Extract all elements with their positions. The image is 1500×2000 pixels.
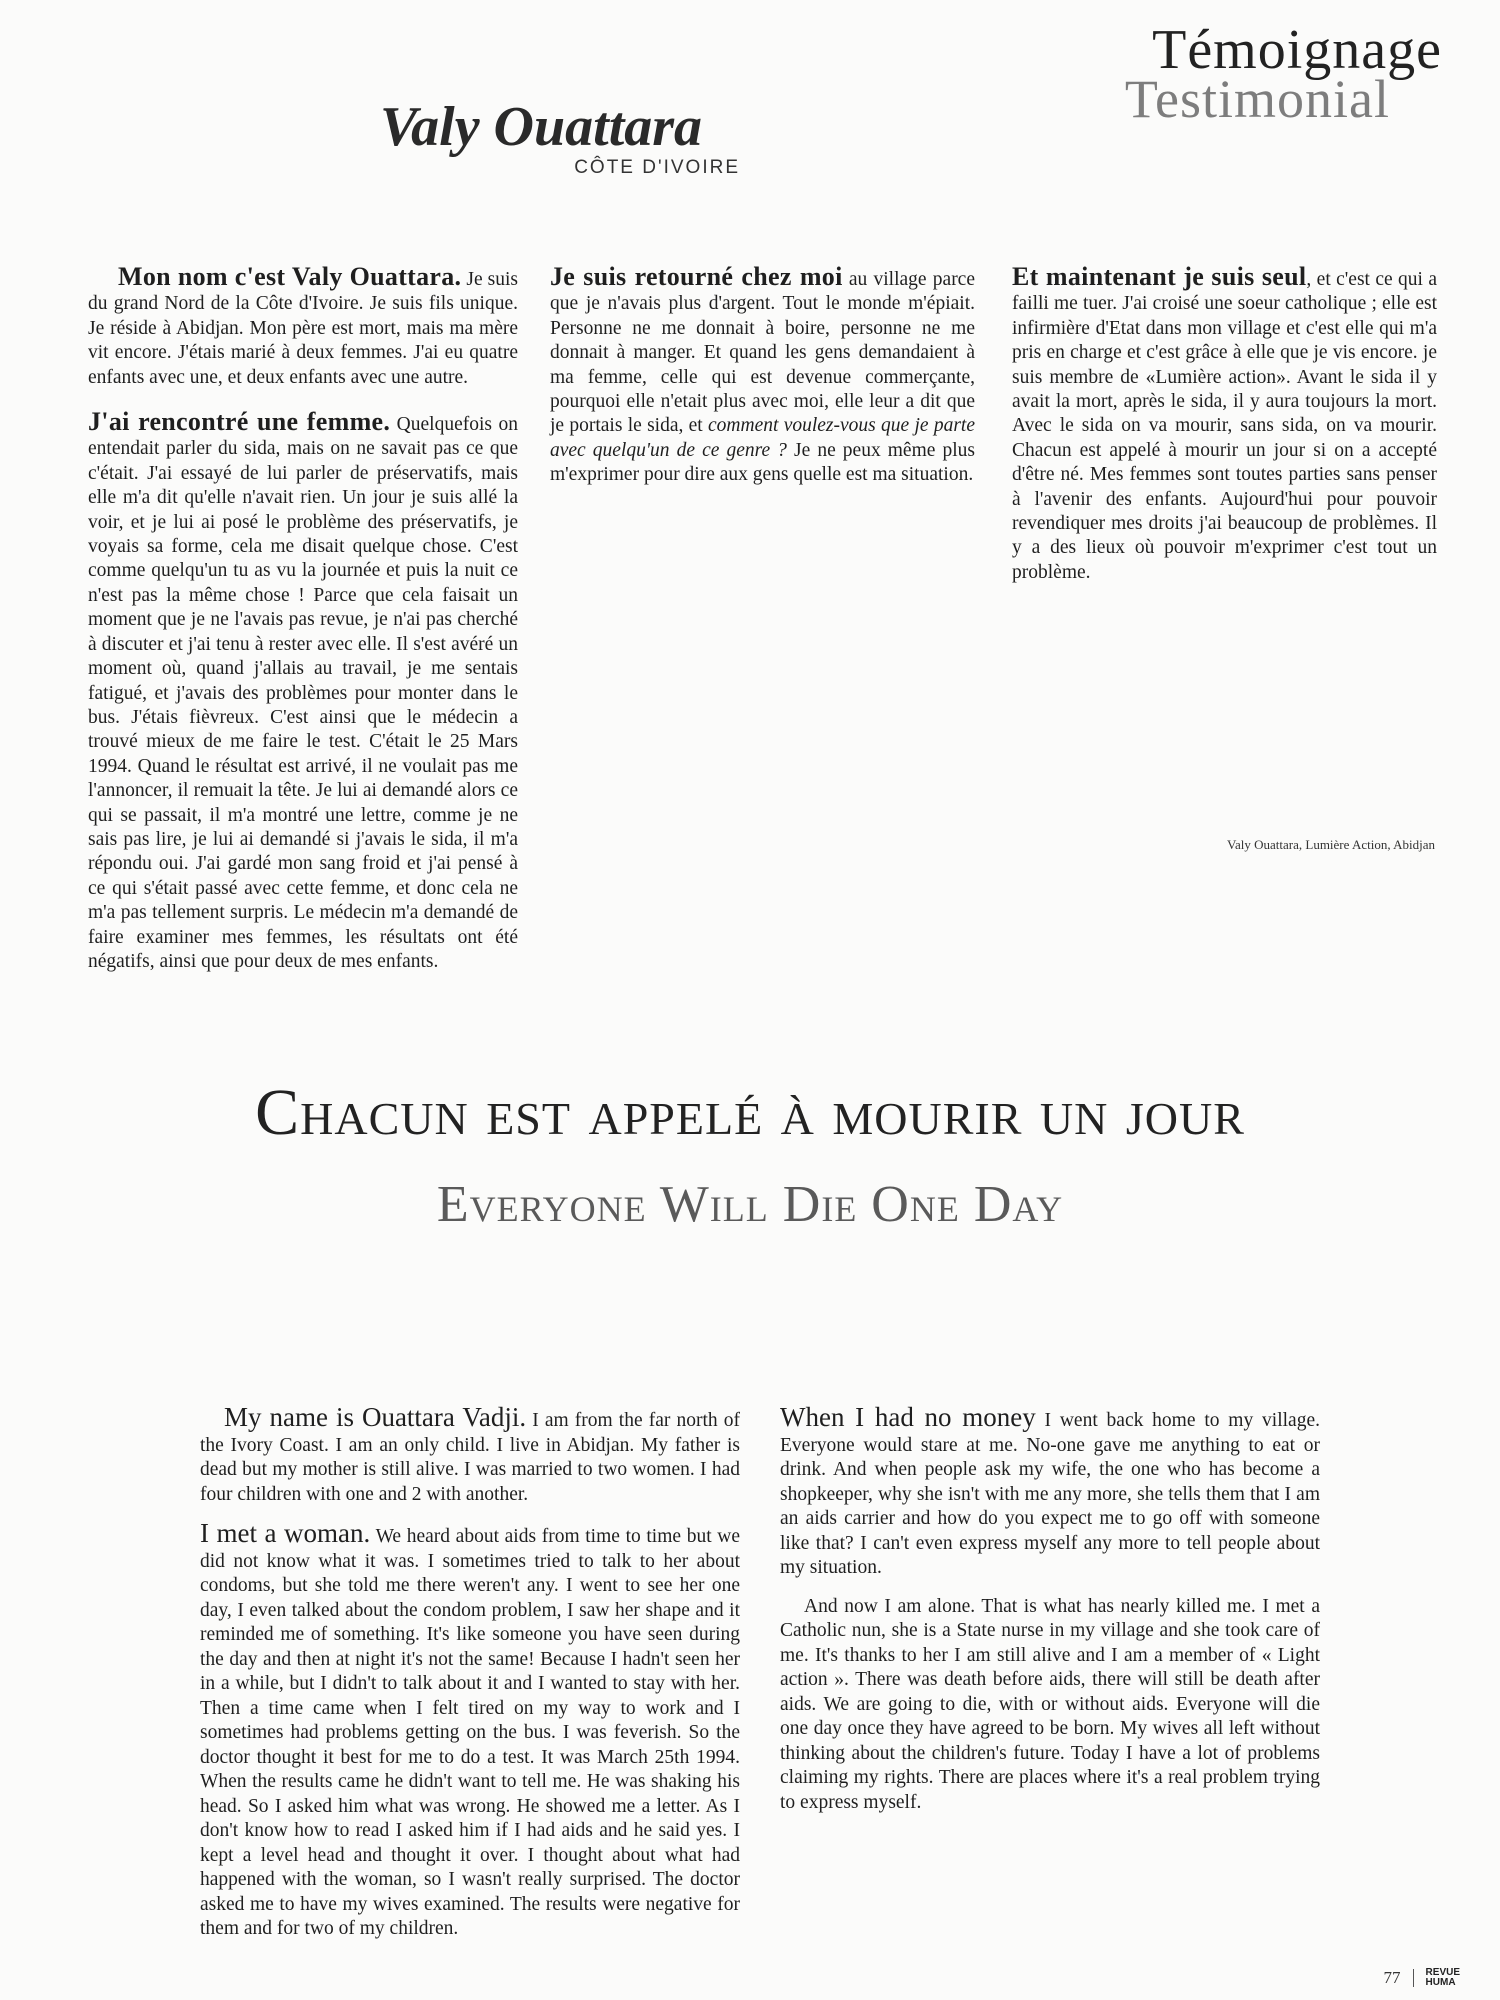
section-title-en: Testimonial (1124, 69, 1390, 129)
fr-lead-4: Et maintenant je suis seul (1012, 262, 1307, 291)
page-number: 77 (1383, 1968, 1401, 1987)
author-country: CÔTE D'IVOIRE (574, 157, 740, 178)
headline-fr: Chacun est appelé à mourir un jour (255, 1076, 1245, 1149)
fr-paragraph-4 (1012, 262, 1437, 585)
en-body-2: We heard about aids from time to time but we did not know what it was. I sometimes tried to talk to her about condoms, but she told me there weren't any. I went to see her one day, I even talked about the condom problem, I saw her shape and it reminded me of something. It's like someone you have seen during the day and then at night it's not the same! Because I hadn't seen her in a while, but I didn't to talk about it and I wanted to stay with her. Then a time came when I felt tired on my way to work and I sometimes had problems getting on the bus. I was feverish. So the doctor thought it best for me to do a test. It was March 25th 1994. When the results came he didn't want to tell me. He was shaking his head. So I asked him what was wrong. He showed me a letter. As I don't know how to read I asked him if I had aids and he said yes. I kept a level head and thought it over. I thought about what had happened with the woman, so I wasn't really surprised. The doctor asked me to have my wives examined. The results were negative for them and for two of my children. (200, 1526, 740, 1939)
headline-en: Everyone Will Die One Day (436, 1176, 1064, 1233)
english-column-2 (780, 1402, 1320, 1829)
author-name: Valy Ouattara (380, 96, 703, 158)
en-body-1: I am from the far north of the Ivory Coast. I am an only child. I live in Abidjan. My father is dead but my mother is still alive. I was married to two women. I had four children with one and 2 with another. (200, 1410, 741, 1505)
french-column-3 (550, 262, 975, 508)
en-paragraph-2 (200, 1518, 740, 1942)
fr-lead-3: Je suis retourné chez moi (550, 262, 843, 291)
author-block (380, 95, 740, 178)
fr-body-4: , et c'est ce qui a failli me tuer. J'ai croisé une soeur catholique ; elle est infirmière d'Etat dans mon village et c'est elle qui m'a pris en charge et c'est grâce à elle que je vis encore. je suis membre de «Lumière action». Avant le sida il y avait la mort, après le sida, il y aura toujours la mort. Avec le sida on va mourir, sans sida, on va mourir. Chacun est appelé à mourir un jour si on a accepté d'être né. Mes femmes sont toutes parties sans penser à l'avenir des enfants. Aujourd'hui pour pouvoir revendiquer mes droits j'ai beaucoup de problèmes. Il y a des lieux où pouvoir m'exprimer c'est tout un problème. (1012, 269, 1437, 583)
section-title-fr: Témoignage (1152, 19, 1442, 81)
fr-quote-italic: comment voulez-vous que je parte avec quelqu'un de ce genre ? (550, 415, 975, 461)
fr-paragraph-2 (88, 407, 518, 974)
en-paragraph-3 (780, 1402, 1320, 1581)
french-column-4 (1012, 262, 1437, 605)
fr-body-2: Quelquefois on entendait parler du sida, mais on ne savait pas ce que c'était. J'ai essayé de lui parler de préservatifs, mais elle m'a dit qu'elle n'avait rien. Un jour je suis allé la voir, et je lui ai posé le problème des préservatifs, je voyais sa forme, cela me disait quelque chose. C'est comme quelqu'un tu as vu la journée et puis la nuit ce n'est pas la même chose ! Parce que cela faisait un moment que je ne l'avais pas revue, je n'ai pas cherché à discuter et j'ai tenu à rester avec elle. Il s'est avéré un moment où, quand j'allais au travail, je me sentais fatigué, et j'avais des problèmes pour monter dans le bus. J'étais fièvreux. C'est ainsi que le médecin a trouvé mieux de me faire le test. C'était le 25 Mars 1994. Quand le résultat est arrivé, il ne voulait pas me l'annoncer, il remuait la tête. Je lui ai demandé alors ce qui se passait, il m'a montré une lettre, comme je ne sais pas lire, je lui ai demandé si j'avais le sida, il m'a répondu oui. J'ai gardé mon sang froid et j'ai pensé à ce qui s'était passé avec cette femme, et donc cela ne m'a pas tellement surpris. Le médecin m'a demandé de faire examiner mes femmes, les résultats ont été négatifs, ainsi que pour deux de mes enfants. (88, 414, 518, 972)
logo-line-1: REVUE (1425, 1967, 1460, 1978)
fr-lead-2: J'ai rencontré une femme. (88, 407, 391, 437)
english-column-1 (200, 1402, 741, 1956)
fr-lead-1: Mon nom c'est Valy Ouattara. (118, 262, 462, 291)
french-column-1 (88, 262, 518, 994)
en-lead-2: I met a woman. (200, 1518, 371, 1548)
en-paragraph-1 (200, 1402, 741, 1507)
en-paragraph-4: And now I am alone. That is what has nearly killed me. I met a Catholic nun, she is a State nurse in my village and she took care of me. It's thanks to her I am still alive and I am a member of « Light action ». There was death before aids, there will still be death after aids. We are going to die, with or without aids. Everyone will die one day once they have agreed to be born. My wives all left without thinking about the children's future. Today I have a lot of problems claiming my rights. There are places where it's a real problem trying to express myself. (780, 1595, 1320, 1813)
fr-body-1: Je suis du grand Nord de la Côte d'Ivoire. Je suis fils unique. Je réside à Abidjan. Mon père est mort, mais ma mère vit encore. J'étais marié à deux femmes. J'ai eu quatre enfants avec une, et deux enfants avec une autre. (88, 269, 518, 388)
magazine-logo (1426, 1968, 1460, 1988)
fr-paragraph-1 (88, 262, 518, 390)
fr-paragraph-3 (550, 262, 975, 488)
fr-body-3: au village parce que je n'avais plus d'argent. Tout le monde m'épiait. Personne ne me donnait à boire, personne ne me donnait à manger. Et quand les gens demandaient à ma femme, celle qui est devenue commerçante, pourquoi elle n'etait plus avec moi, elle leur a dit que je portais le sida, et (550, 269, 975, 437)
byline-credit: Valy Ouattara, Lumière Action, Abidjan (1227, 837, 1435, 852)
logo-line-2: HUMA (1425, 1977, 1456, 1988)
fr-body-3-end: Je ne peux même plus m'exprimer pour dire aux gens quelle est ma situation. (550, 439, 975, 486)
section-heading (1124, 19, 1442, 129)
en-body-3: I went back home to my village. Everyone would stare at me. No-one gave me anything to eat or drink. And when people ask my wife, the one who has become a shopkeeper, why she isn't with me any more, she tells them that I am an aids carrier and how do you expect me to go off with someone like that? I can't even express myself any more to tell people about my situation. (780, 1410, 1320, 1578)
footer-divider (1413, 1969, 1414, 1987)
page-footer (1384, 1968, 1460, 1988)
en-lead-3: When I had no money (780, 1402, 1036, 1432)
en-lead-1: My name is Ouattara Vadji. (224, 1402, 527, 1432)
